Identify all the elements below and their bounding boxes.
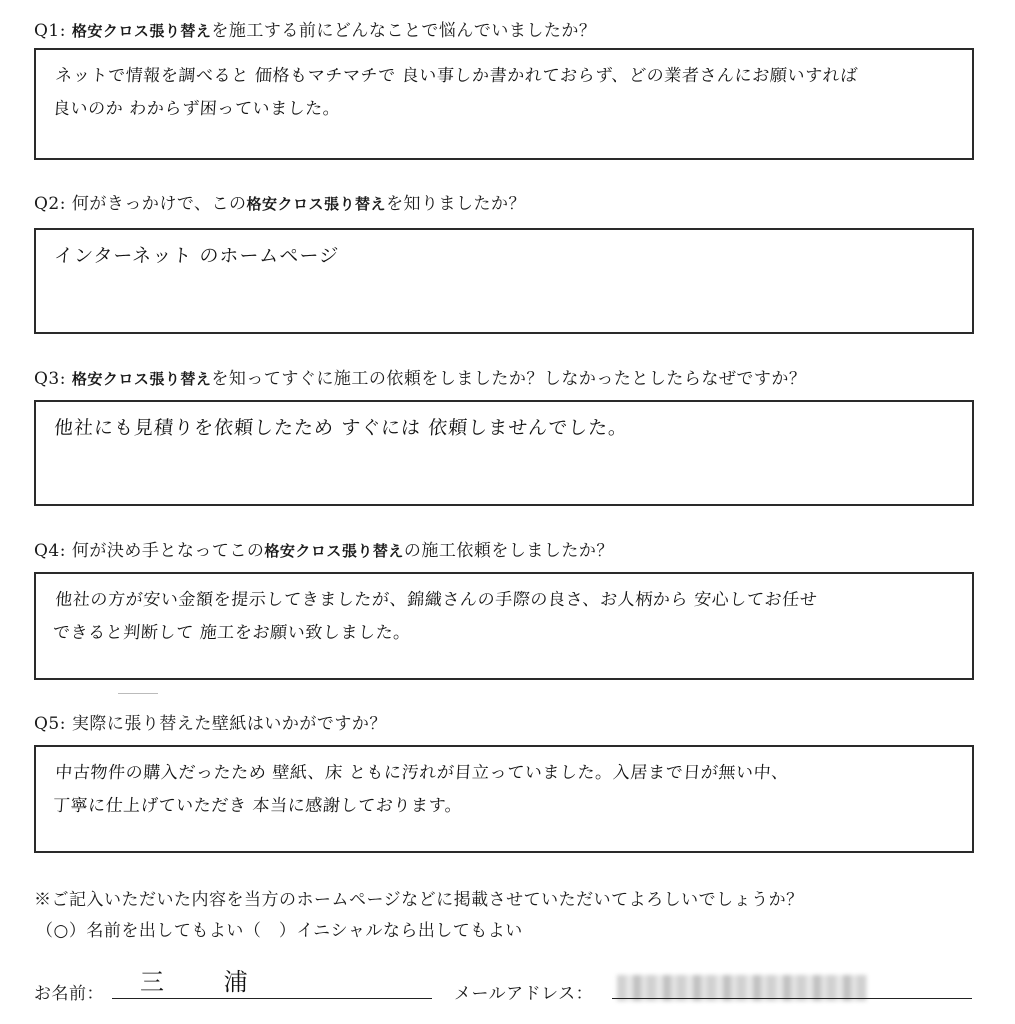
question-4-prefix: Q4: 何が決め手となってこの — [34, 541, 265, 561]
question-3-highlight: 格安クロス張り替え — [71, 370, 212, 388]
name-underline — [112, 998, 432, 999]
question-5 — [34, 709, 387, 734]
question-1-prefix: Q1: — [34, 21, 72, 41]
question-1-highlight: 格安クロス張り替え — [71, 22, 212, 40]
name-label: お名前： — [34, 984, 104, 1004]
question-4-highlight: 格安クロス張り替え — [264, 542, 404, 560]
answer-box-3 — [34, 400, 974, 506]
question-4-suffix: の施工依頼をしましたか？ — [403, 541, 614, 561]
question-5-prefix: Q5: 実際に張り替えた壁紙はいかがですか？ — [34, 714, 387, 734]
answer-2-text: インターネット のホームページ — [53, 245, 340, 267]
answer-box-4 — [34, 572, 974, 680]
answer-box-1 — [34, 48, 974, 160]
answer-box-5 — [34, 745, 974, 853]
stray-mark — [118, 693, 158, 694]
email-label: メールアドレス： — [454, 984, 594, 1004]
answer-1-text: ネットで情報を調べると 価格もマチマチで 良い事しか書かれておらず、どの業者さんにお願いすれば 良いのか わからず困っていました。 — [52, 66, 859, 119]
question-4 — [34, 536, 614, 561]
answer-5-text: 中古物件の購入だったため 壁紙、床 ともに汚れが目立っていました。入居まで日が無い中、 丁寧に仕上げていただき 本当に感謝しております。 — [52, 763, 790, 816]
answer-box-2 — [34, 228, 974, 334]
question-2 — [34, 189, 526, 214]
question-1 — [34, 16, 596, 41]
answer-3-text: 他社にも見積りを依頼したため すぐには 依頼しませんでした。 — [53, 417, 629, 439]
consent-options: （○）名前を出してもよい（ ）イニシャルなら出してもよい — [36, 921, 523, 941]
name-value: 三 浦 — [140, 968, 274, 996]
question-2-prefix: Q2: 何がきっかけで、この — [34, 194, 247, 214]
answer-4-text: 他社の方が安い金額を提示してきましたが、錦織さんの手際の良さ、お人柄から 安心してお任せ できると判断して 施工をお願い致しました。 — [52, 590, 819, 643]
consent-question: ※ご記入いただいた内容を当方のホームページなどに掲載させていただいてよろしいでしょうか？ — [34, 890, 804, 910]
question-3 — [34, 364, 806, 389]
question-2-highlight: 格安クロス張り替え — [246, 195, 387, 213]
question-2-suffix: を知りましたか？ — [386, 194, 527, 214]
question-3-prefix: Q3: — [34, 369, 72, 389]
question-3-suffix: を知ってすぐに施工の依頼をしましたか？しなかったとしたらなぜですか？ — [211, 369, 807, 389]
question-1-suffix: を施工する前にどんなことで悩んでいましたか？ — [211, 21, 597, 41]
email-underline — [612, 998, 972, 999]
